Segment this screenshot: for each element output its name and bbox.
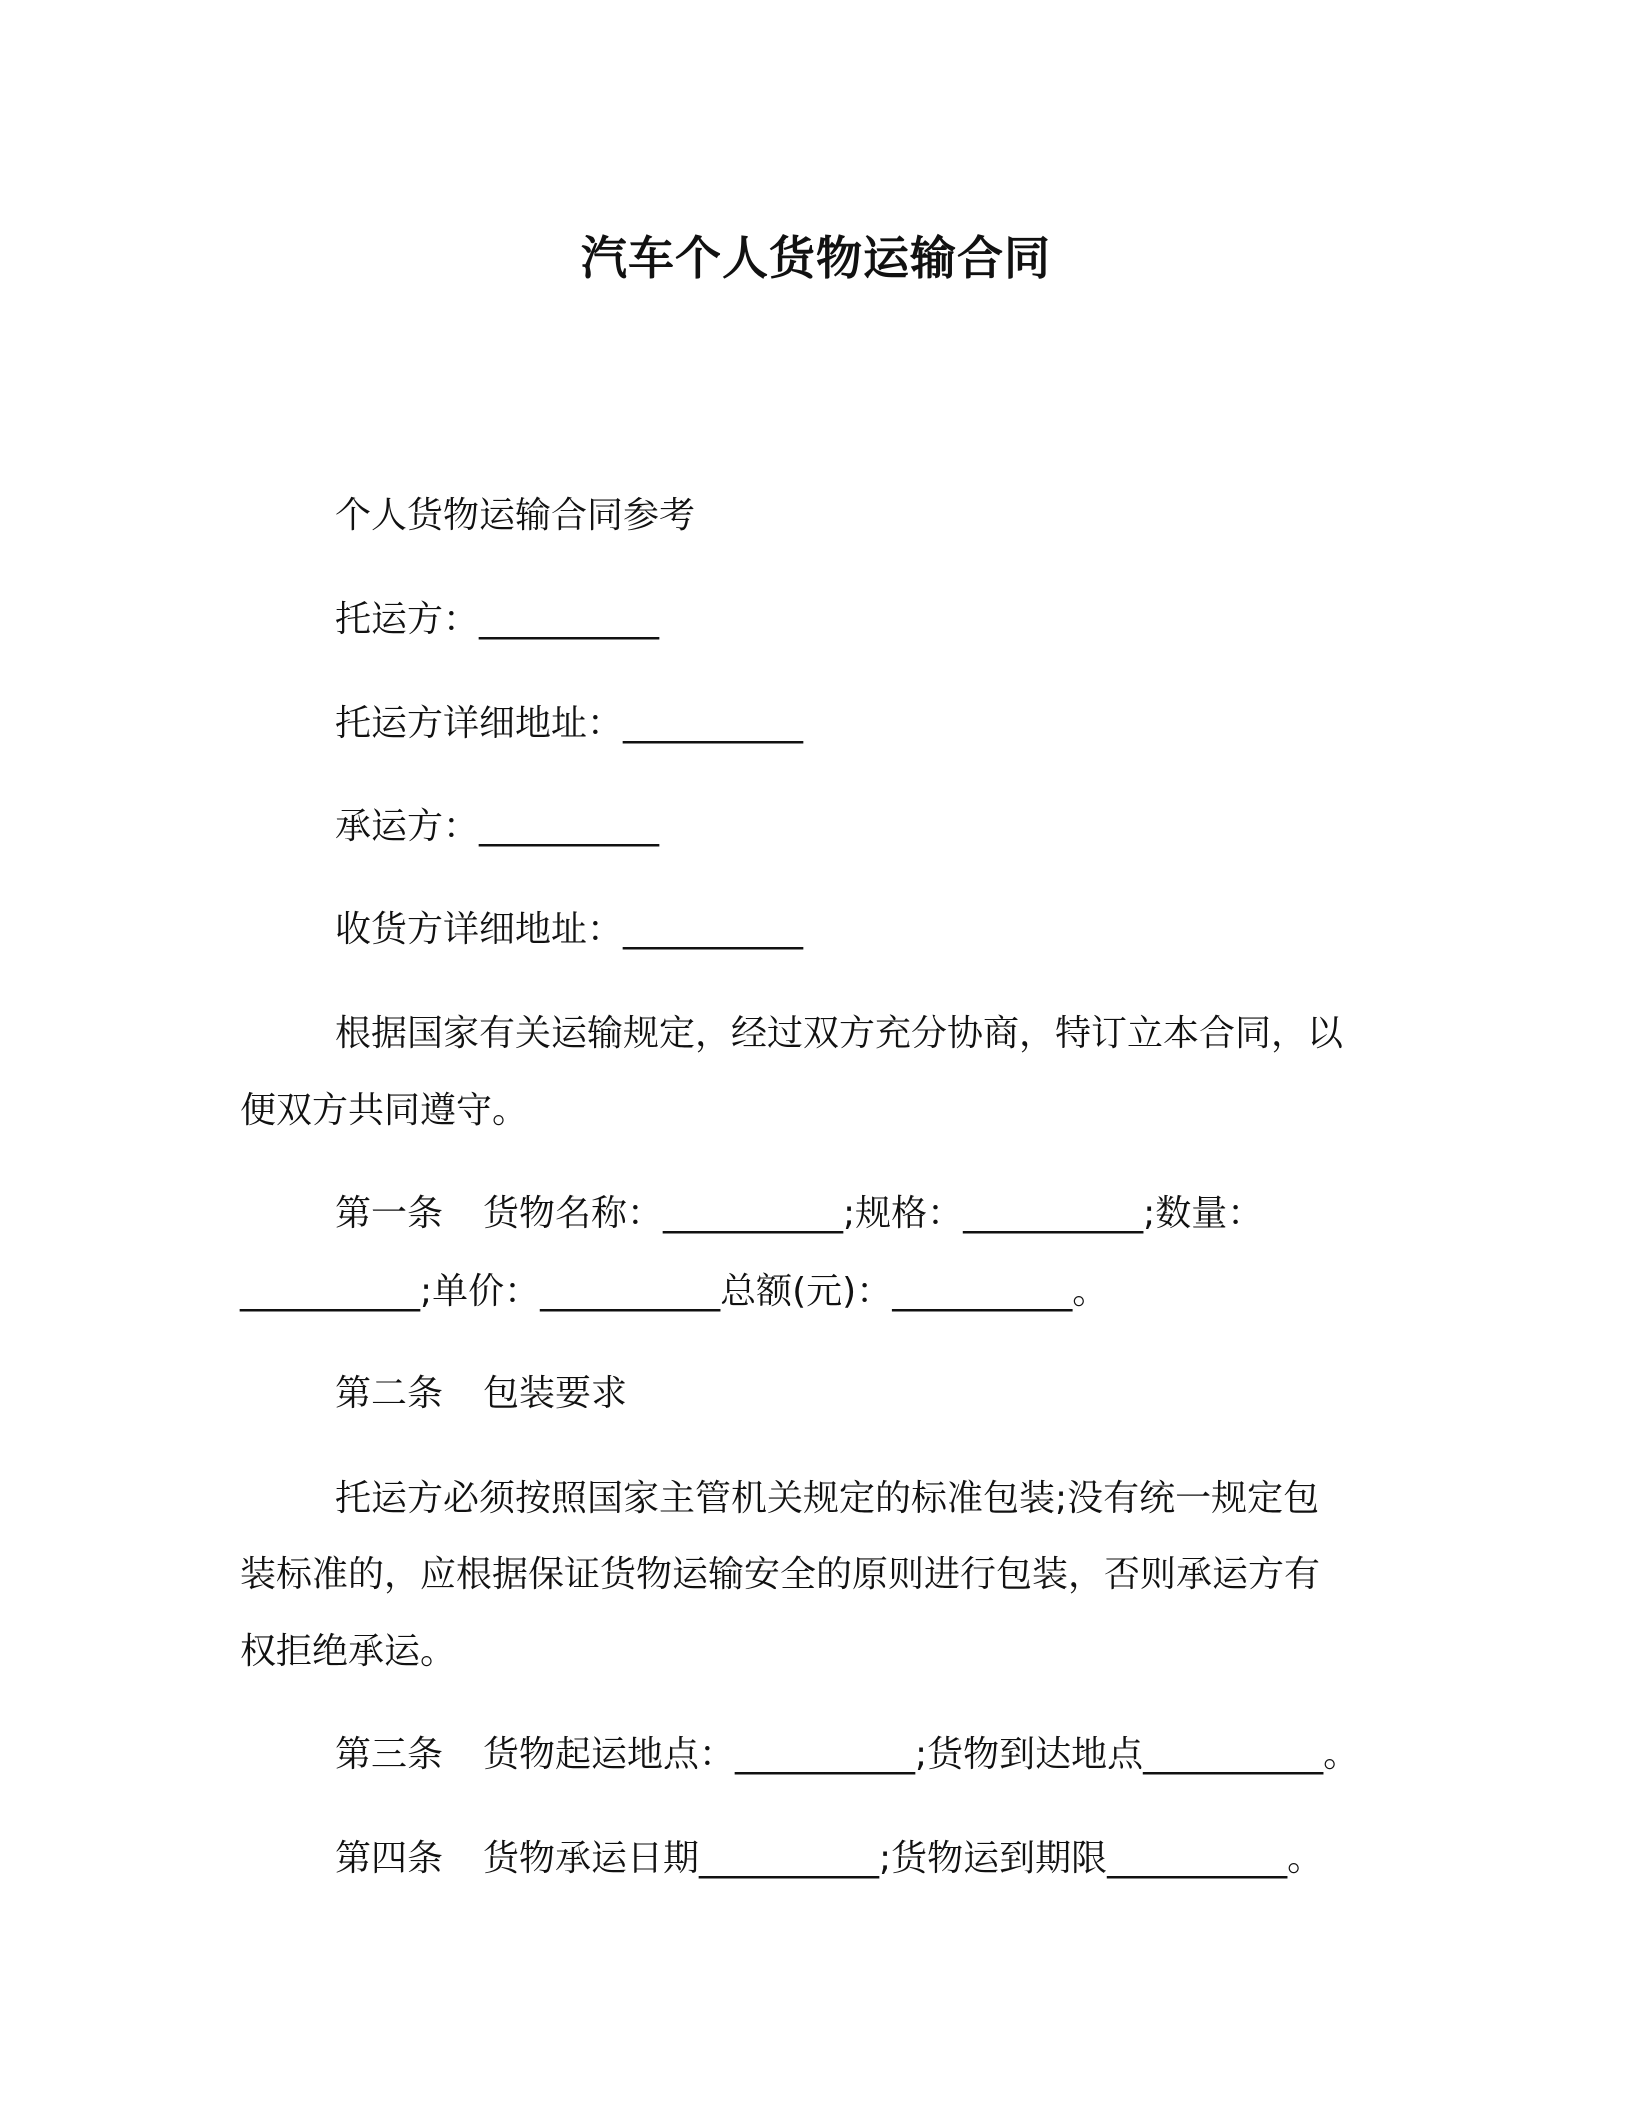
article-1-number: 第一条 <box>335 1193 444 1234</box>
article-3-text: 货物起运地点：__________;货物到达地点__________。 <box>483 1734 1360 1775</box>
article-1-line-2: __________;单价：__________总额(元)：__________。 <box>240 1271 1109 1312</box>
document-title: 汽车个人货物运输合同 <box>581 231 1051 285</box>
preamble-line-1: 根据国家有关运输规定，经过双方充分协商，特订立本合同，以 <box>335 1013 1344 1054</box>
document-subtitle: 个人货物运输合同参考 <box>335 495 696 536</box>
article-4-number: 第四条 <box>335 1838 444 1879</box>
article-1-line-1 <box>335 1190 1263 1238</box>
article-3-number: 第三条 <box>335 1734 444 1775</box>
preamble-line-2: 便双方共同遵守。 <box>240 1090 529 1131</box>
shipper-field: 托运方：__________ <box>335 599 660 640</box>
article-2-heading <box>335 1370 627 1418</box>
shipper-address-field: 托运方详细地址：__________ <box>335 703 804 744</box>
article-3 <box>335 1731 1359 1779</box>
consignee-address-field: 收货方详细地址：__________ <box>335 909 804 950</box>
article-2-body-line-2: 装标准的，应根据保证货物运输安全的原则进行包装，否则承运方有 <box>240 1554 1321 1595</box>
carrier-field: 承运方：__________ <box>335 806 660 847</box>
article-2-body-line-3: 权拒绝承运。 <box>240 1631 457 1672</box>
article-4 <box>335 1835 1323 1883</box>
article-1-text: 货物名称：__________;规格：__________;数量： <box>483 1193 1264 1234</box>
article-2-title: 包装要求 <box>483 1373 628 1414</box>
article-4-text: 货物承运日期__________;货物运到期限__________。 <box>483 1838 1324 1879</box>
article-2-body-line-1: 托运方必须按照国家主管机关规定的标准包装;没有统一规定包 <box>335 1478 1320 1519</box>
article-2-number: 第二条 <box>335 1373 444 1414</box>
